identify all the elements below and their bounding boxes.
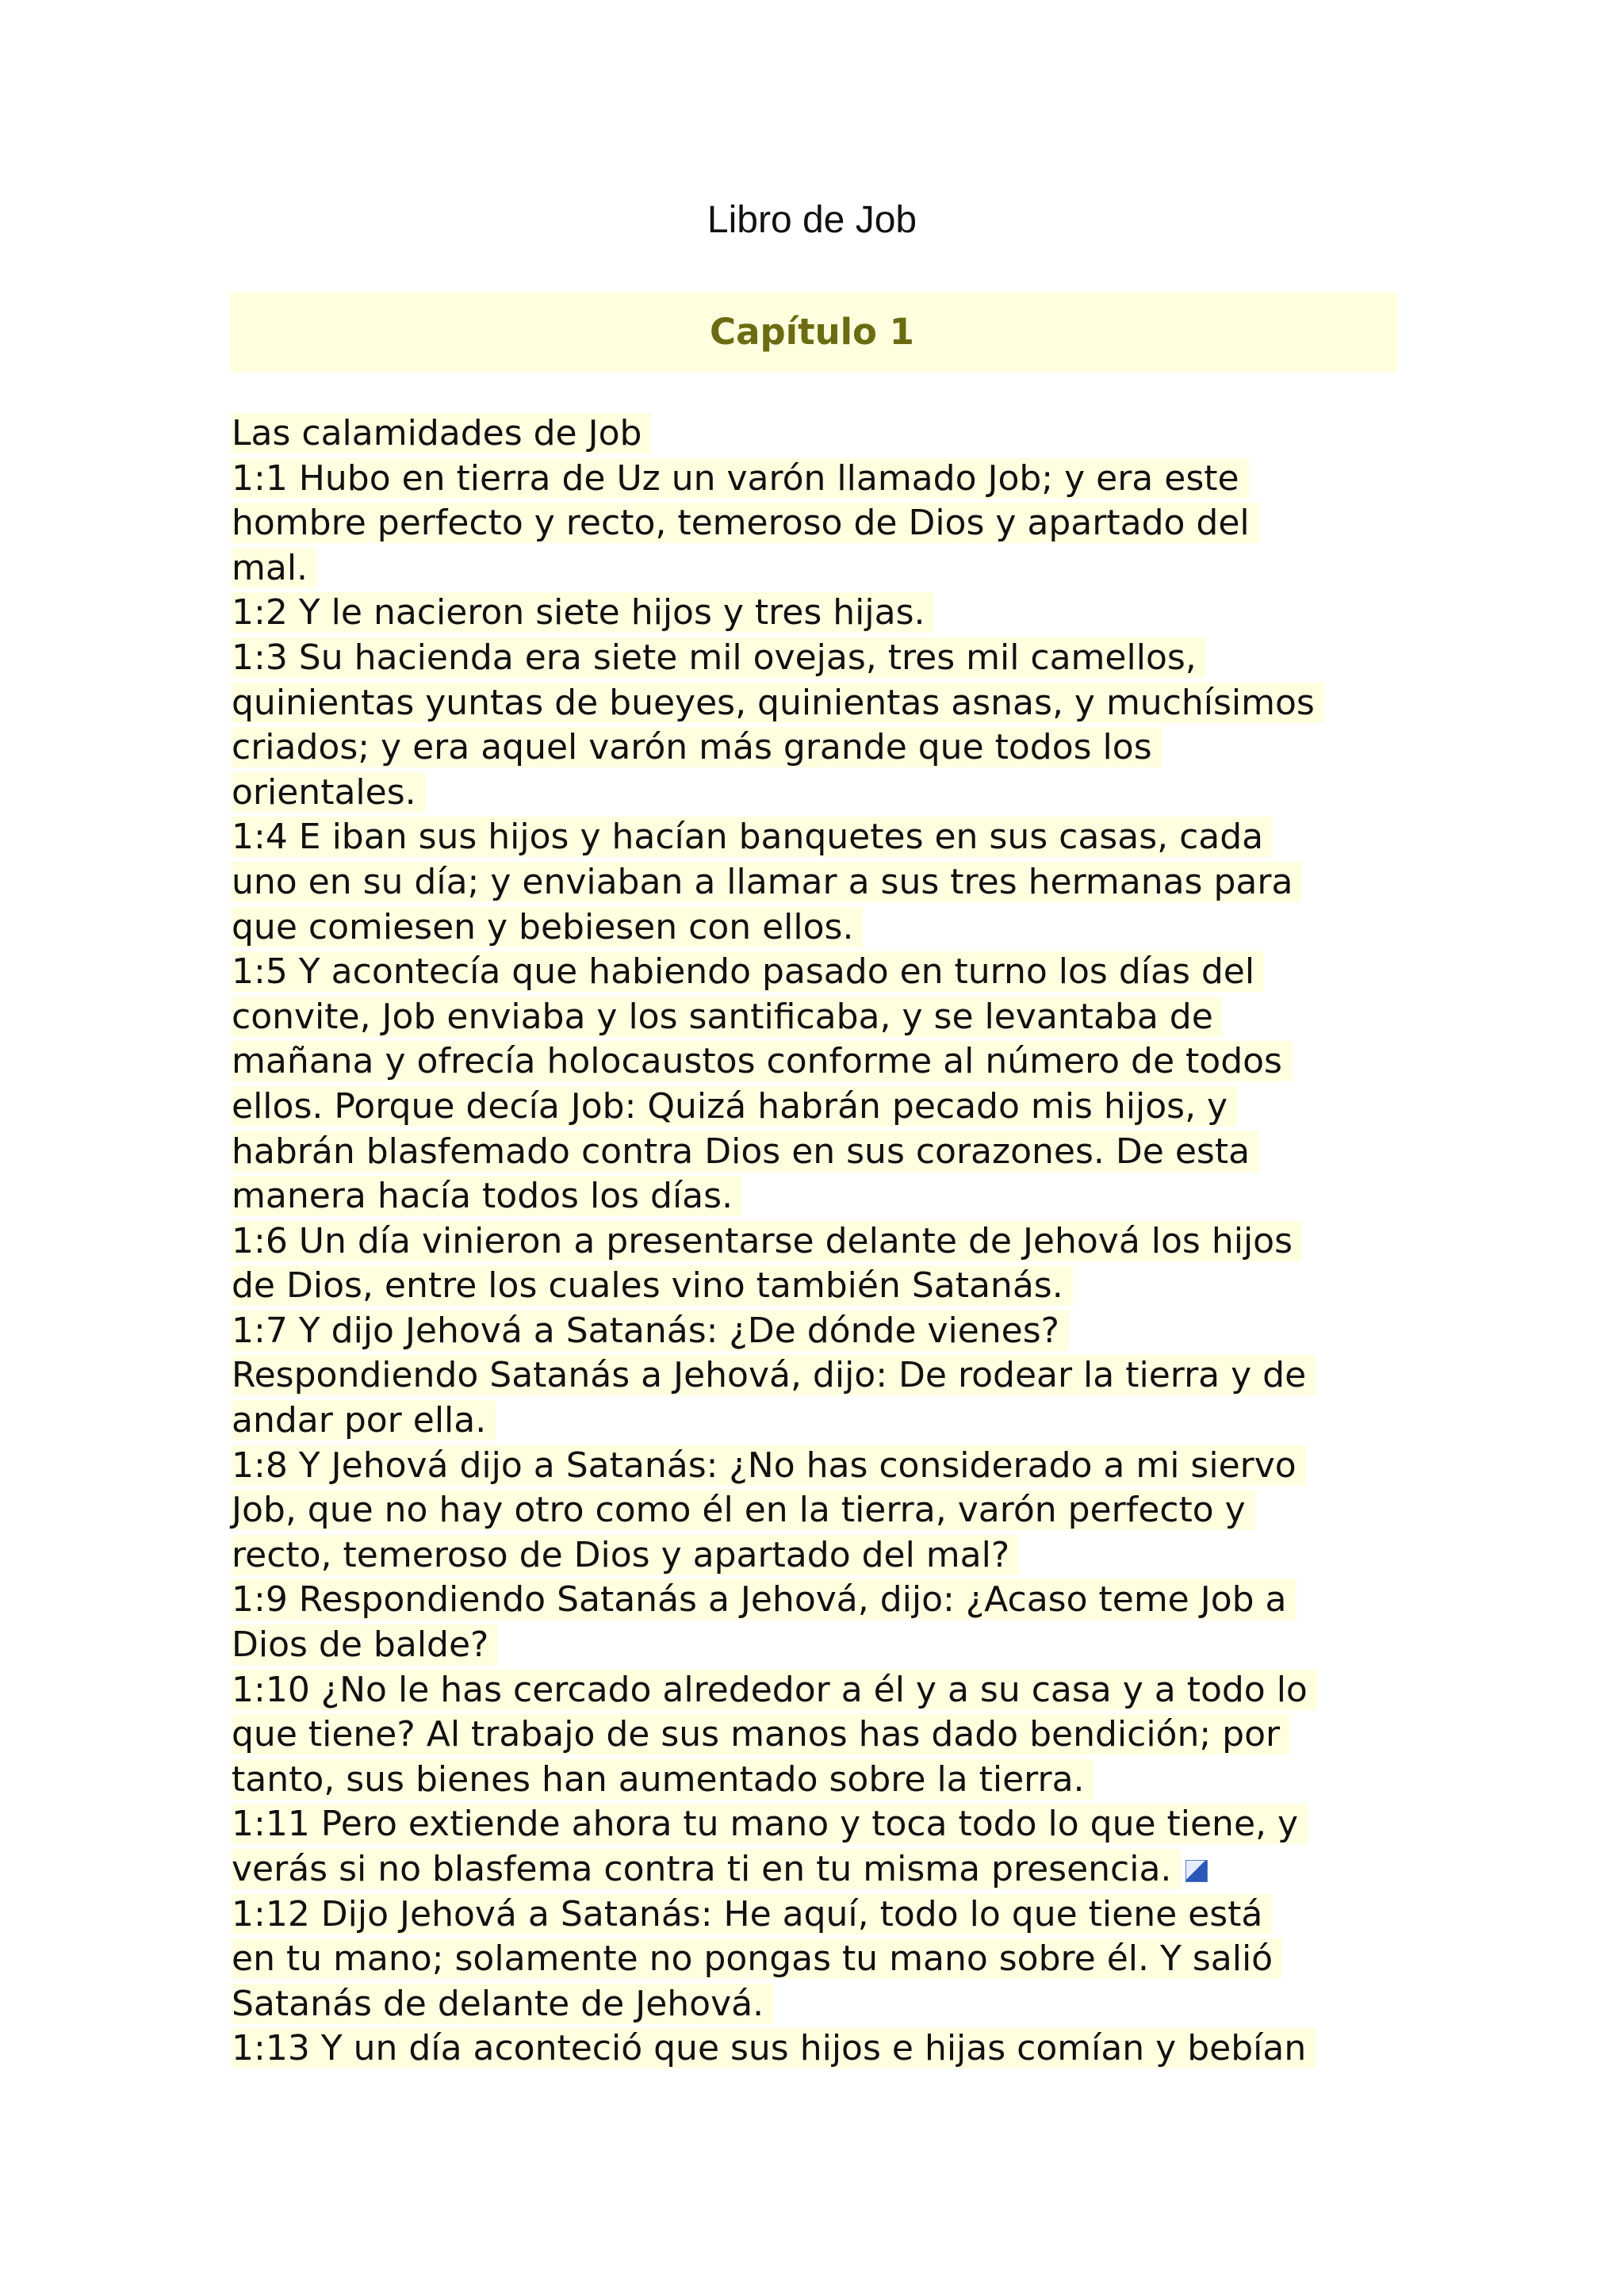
verse-line: criados; y era aquel varón más grande que todos los <box>232 725 1421 771</box>
verse-line: recto, temeroso de Dios y apartado del mal? <box>232 1533 1421 1578</box>
verse-line: hombre perfecto y recto, temeroso de Dios y apartado del <box>232 501 1421 546</box>
verse-line: tanto, sus bienes han aumentado sobre la tierra. <box>232 1758 1421 1803</box>
verse-line: quinientas yuntas de bueyes, quinientas asnas, y muchísimos <box>232 681 1421 726</box>
cursor-icon <box>1185 1860 1208 1882</box>
verse-line: 1:5 Y acontecía que habiendo pasado en turno los días del <box>232 950 1421 995</box>
verse-line: 1:13 Y un día aconteció que sus hijos e hijas comían y bebían <box>232 2026 1421 2072</box>
verse-line: 1:12 Dijo Jehová a Satanás: He aquí, todo lo que tiene está <box>232 1892 1421 1938</box>
verse-line: mañana y ofrecía holocaustos conforme al número de todos <box>232 1039 1421 1085</box>
verse-line: 1:6 Un día vinieron a presentarse delante de Jehová los hijos <box>232 1219 1421 1265</box>
verse-line: que tiene? Al trabajo de sus manos has dado bendición; por <box>232 1712 1421 1758</box>
verse-line: Satanás de delante de Jehová. <box>232 1982 1421 2027</box>
verse-line: que comiesen y bebiesen con ellos. <box>232 905 1421 951</box>
verse-line: orientales. <box>232 771 1421 816</box>
verse-line: mal. <box>232 546 1421 591</box>
section-heading: Las calamidades de Job <box>232 411 1421 457</box>
verse-line: andar por ella. <box>232 1399 1421 1444</box>
verse-line: ellos. Porque decía Job: Quizá habrán pecado mis hijos, y <box>232 1085 1421 1130</box>
verse-line: en tu mano; solamente no pongas tu mano sobre él. Y salió <box>232 1937 1421 1982</box>
verse-line: 1:11 Pero extiende ahora tu mano y toca todo lo que tiene, y <box>232 1802 1421 1847</box>
verse-line: habrán blasfemado contra Dios en sus corazones. De esta <box>232 1130 1421 1175</box>
verse-line: 1:7 Y dijo Jehová a Satanás: ¿De dónde vienes? <box>232 1309 1421 1354</box>
verse-line: convite, Job enviaba y los santificaba, y se levantaba de <box>232 995 1421 1040</box>
verse-line: 1:3 Su hacienda era siete mil ovejas, tres mil camellos, <box>232 636 1421 681</box>
verse-line: uno en su día; y enviaban a llamar a sus tres hermanas para <box>232 860 1421 905</box>
chapter-title: Capítulo 1 <box>710 311 914 353</box>
verse-line: manera hacía todos los días. <box>232 1174 1421 1219</box>
verse-line: 1:4 E iban sus hijos y hacían banquetes en sus casas, cada <box>232 815 1421 860</box>
verse-line: 1:1 Hubo en tierra de Uz un varón llamado Job; y era este <box>232 457 1421 502</box>
verse-line: 1:10 ¿No le has cercado alrededor a él y a su casa y a todo lo <box>232 1668 1421 1713</box>
verse-line: 1:8 Y Jehová dijo a Satanás: ¿No has considerado a mi siervo <box>232 1444 1421 1489</box>
chapter-text <box>232 411 1421 2072</box>
verse-line: 1:2 Y le nacieron siete hijos y tres hijas. <box>232 591 1421 636</box>
verse-line: de Dios, entre los cuales vino también Satanás. <box>232 1264 1421 1309</box>
verse-line: Respondiendo Satanás a Jehová, dijo: De rodear la tierra y de <box>232 1353 1421 1399</box>
verse-line: Dios de balde? <box>232 1623 1421 1668</box>
verse-line: 1:9 Respondiendo Satanás a Jehová, dijo: ¿Acaso teme Job a <box>232 1578 1421 1623</box>
verse-line: Job, que no hay otro como él en la tierra, varón perfecto y <box>232 1488 1421 1533</box>
verse-line: verás si no blasfema contra ti en tu misma presencia. <box>232 1847 1421 1892</box>
book-title: Libro de Job <box>707 199 917 241</box>
